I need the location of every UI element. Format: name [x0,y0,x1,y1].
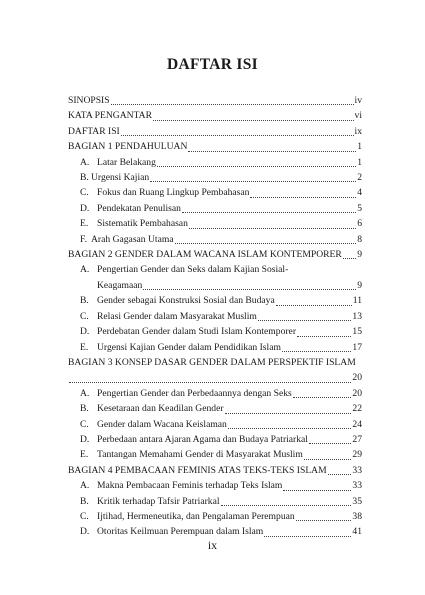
toc-entry-label: Kritik terhadap Tafsir Patriarkal [97,495,220,507]
toc-subentry[interactable] [68,185,362,200]
toc-entry-label: BAGIAN 2 GENDER DALAM WACANA ISLAM KONTEMPORER [68,249,342,261]
toc-leader-dots [282,350,351,352]
toc-entry-marker: E. [80,449,89,461]
toc-entry-marker: D. [80,433,90,445]
toc-entry-label: BAGIAN 4 PEMBACAAN FEMINIS ATAS TEKS-TEKS ISLAM [68,464,327,476]
toc-entry-marker: D. [80,526,90,538]
toc-entry-label-continued: Keagamaan [97,279,143,291]
toc-entry-page: 11 [352,295,362,307]
toc-chapter-entry[interactable] [68,139,362,154]
toc-entry-page: ix [354,125,362,137]
toc-entry-page: iv [354,95,362,106]
toc-entry-page: 1 [357,141,362,153]
toc-entry-page: 27 [352,433,362,445]
toc-subentry[interactable] [68,309,362,324]
table-of-contents [68,93,362,540]
toc-leader-dots [157,165,356,167]
toc-subentry[interactable] [68,262,362,277]
toc-leader-dots [150,180,356,182]
toc-entry-marker: A. [80,480,90,492]
toc-entry-page: 41 [352,526,362,538]
toc-entry-page: vi [354,110,362,122]
toc-leader-dots [225,412,352,414]
toc-entry-continuation[interactable] [68,278,362,293]
toc-leader-dots [258,319,352,321]
page-title: DAFTAR ISI [167,56,258,73]
toc-entry-marker: D. [80,202,90,214]
toc-subentry[interactable] [68,447,362,462]
toc-entry-label: Otoritas Keilmuan Perempuan dalam Islam [97,526,264,538]
toc-entry-page: 13 [352,310,362,322]
toc-leader-dots [121,134,354,136]
toc-subentry[interactable] [68,324,362,339]
toc-chapter-entry[interactable] [68,93,362,108]
toc-entry-label: Urgensi Kajian Gender dalam Pendidikan Islam [97,341,281,353]
toc-entry-marker: B. [80,295,89,307]
toc-entry-label: Perdebatan Gender dalam Studi Islam Kontemporer [97,326,297,338]
toc-entry-page: 15 [352,326,362,338]
toc-leader-dots [297,335,351,337]
toc-leader-dots [188,150,356,152]
toc-subentry[interactable] [68,478,362,493]
toc-entry-marker: C. [80,310,89,322]
toc-leader-dots [189,227,356,229]
toc-entry-page: 38 [352,510,362,522]
toc-chapter-entry[interactable] [68,108,362,123]
toc-entry-label: Perbedaan antara Ajaran Agama dan Budaya Patriarkal [97,433,308,445]
toc-entry-label: Arah Gagasan Utama [91,233,174,245]
toc-leader-dots [276,304,352,306]
toc-leader-dots [175,242,357,244]
toc-entry-page: 22 [352,403,362,415]
toc-entry-label: Relasi Gender dalam Masyarakat Muslim [97,310,257,322]
toc-entry-label: BAGIAN 3 KONSEP DASAR GENDER DALAM PERSPEKTIF ISLAM [68,356,356,368]
toc-entry-label: Latar Belakang [97,156,156,168]
toc-entry-marker: C. [80,187,89,199]
toc-entry-continuation[interactable] [68,370,362,385]
toc-entry-marker: B. [80,172,89,184]
toc-entry-marker: B. [80,495,89,507]
toc-entry-page: 33 [352,464,362,476]
toc-entry-label: Sistematik Pembahasan [97,218,188,230]
toc-entry-label: Pendekatan Penulisan [97,202,181,214]
toc-entry-page: 20 [352,372,362,384]
toc-entry-label: DAFTAR ISI [68,125,120,137]
toc-subentry[interactable] [68,201,362,216]
page-number: ix [207,538,218,552]
toc-leader-dots [228,427,352,429]
toc-subentry[interactable] [68,386,362,401]
toc-subentry[interactable] [68,170,362,185]
toc-entry-marker: F. [80,233,87,245]
toc-leader-dots [143,288,356,290]
toc-leader-dots [328,473,352,475]
toc-entry-page: 33 [352,480,362,492]
toc-leader-dots [309,442,351,444]
toc-entry-label: Urgensi Kajian [91,172,150,184]
toc-leader-dots [264,535,351,537]
toc-entry-page: 29 [352,449,362,461]
toc-chapter-entry[interactable] [68,124,362,139]
toc-leader-dots [182,211,356,213]
toc-chapter-entry[interactable] [68,463,362,478]
toc-subentry[interactable] [68,232,362,247]
toc-subentry[interactable] [68,155,362,170]
toc-subentry[interactable] [68,293,362,308]
toc-leader-dots [153,119,354,121]
toc-entry-page: 20 [352,387,362,399]
toc-entry-label: Kesetaraan dan Keadilan Gender [97,403,224,415]
toc-chapter-entry[interactable] [68,355,362,370]
toc-entry-marker: C. [80,510,89,522]
toc-entry-marker: A. [80,387,90,399]
toc-entry-label: BAGIAN 1 PENDAHULUAN [68,141,188,153]
toc-entry-marker: D. [80,326,90,338]
toc-entry-page: 9 [357,249,362,261]
toc-entry-page: 6 [357,218,362,230]
toc-subentry[interactable] [68,509,362,524]
toc-entry-page: 8 [357,233,362,245]
toc-entry-page: 9 [357,279,362,291]
toc-entry-marker: E. [80,341,89,353]
toc-entry-marker: B. [80,403,89,415]
toc-entry-label: Fokus dan Ruang Lingkup Pembahasan [97,187,250,199]
toc-entry-label: Makna Pembacaan Feminis terhadap Teks Islam [97,480,283,492]
toc-leader-dots [221,504,352,506]
toc-leader-dots [343,257,356,259]
toc-subentry[interactable] [68,417,362,432]
toc-leader-dots [111,103,354,105]
toc-entry-page: 35 [352,495,362,507]
toc-subentry[interactable] [68,494,362,509]
toc-entry-label: Gender dalam Wacana Keislaman [97,418,227,430]
toc-entry-label: Gender sebagai Konstruksi Sosial dan Budaya [97,295,275,307]
toc-entry-page: 4 [357,187,362,199]
toc-subentry[interactable] [68,401,362,416]
toc-leader-dots [296,519,352,521]
toc-leader-dots [69,381,351,383]
toc-leader-dots [293,396,352,398]
toc-entry-page: 2 [357,172,362,184]
toc-entry-marker: C. [80,418,89,430]
toc-entry-label: KATA PENGANTAR [68,110,153,122]
toc-entry-page: 17 [352,341,362,353]
toc-entry-label: Ijtihad, Hermeneutika, dan Pengalaman Perempuan [97,510,295,522]
toc-entry-label: Pengertian Gender dan Perbedaannya dengan Seks [97,387,292,399]
toc-chapter-entry[interactable] [68,247,362,262]
toc-entry-label: SINOPSIS [68,95,110,106]
toc-subentry[interactable] [68,340,362,355]
toc-entry-page: 24 [352,418,362,430]
toc-leader-dots [250,196,356,198]
toc-subentry[interactable] [68,216,362,231]
toc-leader-dots [283,489,351,491]
toc-entry-marker: E. [80,218,89,230]
toc-entry-marker: A. [80,264,90,276]
toc-entry-label: Pengertian Gender dan Seks dalam Kajian Sosial- [97,264,289,276]
toc-entry-label: Tantangan Memahami Gender di Masyarakat Muslim [97,449,303,461]
toc-leader-dots [304,458,352,460]
toc-entry-page: 5 [357,202,362,214]
toc-entry-page: 1 [357,156,362,168]
toc-subentry[interactable] [68,432,362,447]
toc-entry-marker: A. [80,156,90,168]
